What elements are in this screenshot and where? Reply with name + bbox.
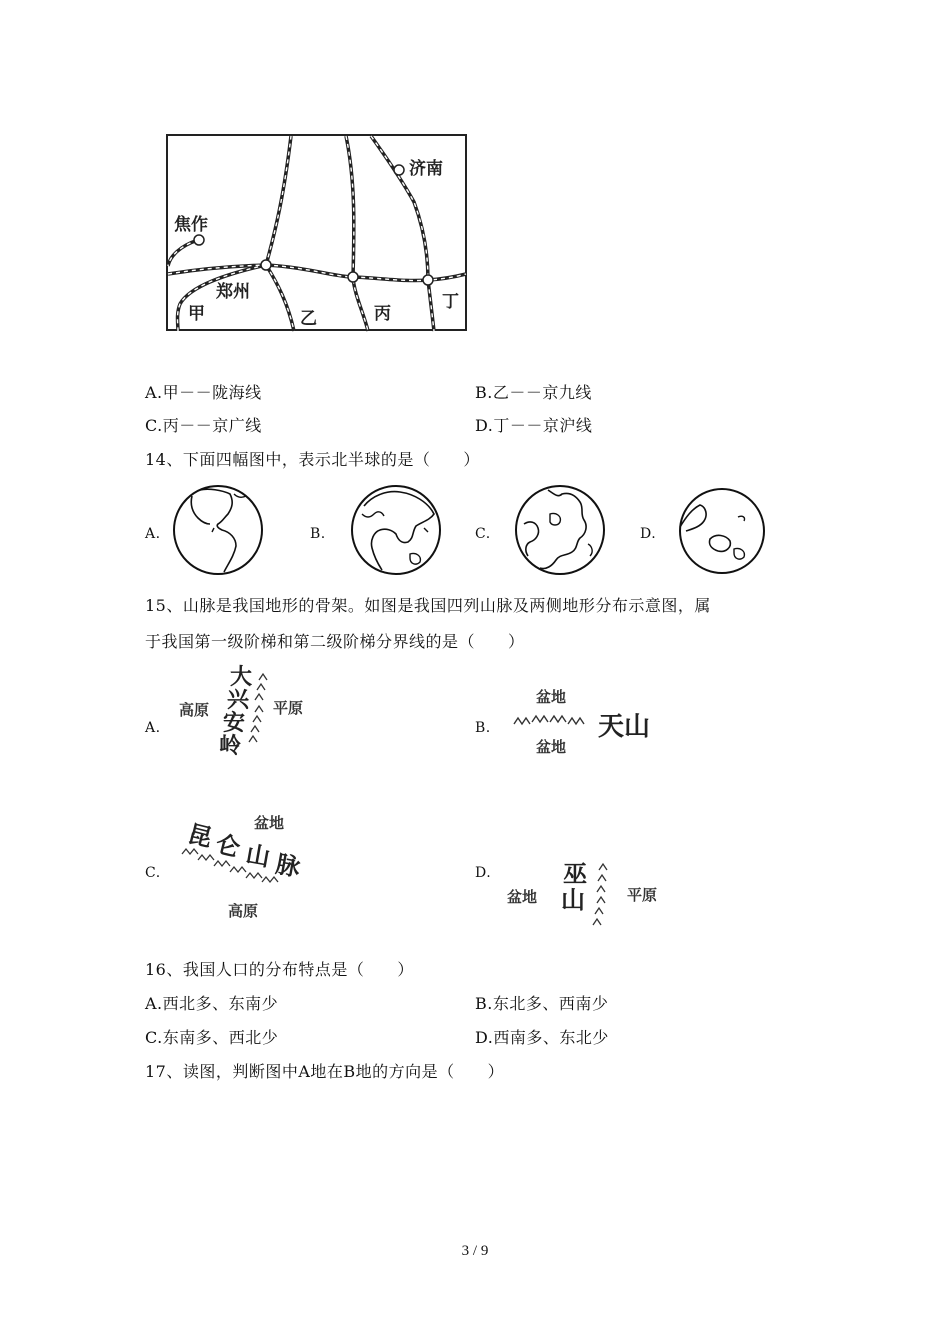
q15-label-d: D. <box>475 865 492 881</box>
bottom-terrain-label: 盆地 <box>536 738 567 756</box>
mountain-diagram-b <box>510 680 670 760</box>
globe-c-polar-view <box>514 484 606 576</box>
q14-question: 14、下面四幅图中，表示北半球的是（ ） <box>145 450 480 469</box>
mountain-name-char-4: 脉 <box>273 850 303 882</box>
line-label-yi: 乙 <box>300 309 317 329</box>
option-text: 丁－－京沪线 <box>493 416 593 435</box>
q16-option-a <box>145 994 278 1014</box>
mountain-name-char-3: 山 <box>243 840 273 872</box>
q15-question-line-1: 15、山脉是我国地形的骨架。如图是我国四列山脉及两侧地形分布示意图，属 <box>145 596 711 615</box>
q15-label-b: B. <box>475 720 491 736</box>
junction-marker-ding <box>423 275 433 285</box>
q13-option-a <box>145 383 262 403</box>
q15-question-line-2: 于我国第一级阶梯和第二级阶梯分界线的是（ ） <box>145 632 525 651</box>
q13-option-b <box>475 383 592 403</box>
globe-b-eastern-hemisphere <box>350 484 442 576</box>
mountain-name-char-1: 巫 <box>563 860 587 888</box>
mountain-name-char-2: 山 <box>561 886 585 914</box>
left-terrain-label: 高原 <box>179 701 210 719</box>
globe-a-western-hemisphere <box>172 484 264 576</box>
q14-label-b: B. <box>310 526 326 542</box>
q16-option-b <box>475 994 608 1014</box>
right-terrain-label: 平原 <box>273 699 304 717</box>
mountain-name-char-1: 昆 <box>184 819 216 853</box>
option-letter: C. <box>145 1028 163 1047</box>
q16-option-c <box>145 1028 278 1048</box>
city-marker-jinan <box>394 165 404 175</box>
option-letter: A. <box>145 994 163 1013</box>
mountain-diagram-c <box>178 800 318 925</box>
line-label-bing: 丙 <box>374 304 391 324</box>
mountain-name-char-3: 安 <box>223 711 246 736</box>
city-label-jinan: 济南 <box>409 159 443 179</box>
option-text: 丙－－京广线 <box>162 416 262 435</box>
q17-question: 17、读图，判断图中A地在B地的方向是（ ） <box>145 1062 505 1081</box>
q16-option-d <box>475 1028 609 1048</box>
globe-d-polar-view <box>678 487 766 575</box>
q14-label-d: D. <box>640 526 657 542</box>
option-text: 西南多、东北少 <box>493 1028 609 1047</box>
bottom-terrain-label: 高原 <box>228 902 259 920</box>
top-terrain-label: 盆地 <box>254 814 285 832</box>
city-label-zhengzhou: 郑州 <box>216 282 250 302</box>
option-text: 甲－－陇海线 <box>162 383 262 402</box>
option-letter: C. <box>145 416 163 435</box>
mountain-name-char-2: 兴 <box>227 688 250 713</box>
mountain-diagram-a <box>175 660 315 760</box>
option-text: 乙－－京九线 <box>492 383 592 402</box>
left-terrain-label: 盆地 <box>507 888 538 906</box>
q13-option-c <box>145 416 262 436</box>
mountain-name: 天山 <box>598 712 651 742</box>
q15-label-a: A. <box>145 720 161 736</box>
option-text: 东北多、西南少 <box>492 994 609 1013</box>
right-terrain-label: 平原 <box>627 886 658 904</box>
line-label-jia: 甲 <box>188 304 205 324</box>
city-marker-zhengzhou <box>261 260 271 270</box>
page-number: 3 / 9 <box>461 1243 489 1259</box>
q14-label-a: A. <box>145 526 161 542</box>
mountain-name-char-1: 大 <box>230 665 253 690</box>
mountain-diagram-d <box>505 852 675 932</box>
railway-map <box>166 134 468 332</box>
city-marker-jiaozuo <box>194 235 204 245</box>
mountain-name-char-4: 岭 <box>219 734 242 759</box>
top-terrain-label: 盆地 <box>536 688 567 706</box>
q14-label-c: C. <box>475 526 491 542</box>
mountain-name-char-2: 仑 <box>212 829 244 863</box>
line-label-ding: 丁 <box>442 292 459 312</box>
option-letter: B. <box>475 994 493 1013</box>
q15-label-c: C. <box>145 865 161 881</box>
option-letter: D. <box>475 416 494 435</box>
q13-option-d <box>475 416 592 436</box>
option-letter: B. <box>475 383 493 402</box>
option-text: 西北多、东南少 <box>162 994 279 1013</box>
option-letter: A. <box>145 383 163 402</box>
option-letter: D. <box>475 1028 494 1047</box>
city-label-jiaozuo: 焦作 <box>174 215 208 235</box>
q16-question: 16、我国人口的分布特点是（ ） <box>145 960 414 979</box>
junction-marker-bing <box>348 272 358 282</box>
option-text: 东南多、西北少 <box>162 1028 279 1047</box>
